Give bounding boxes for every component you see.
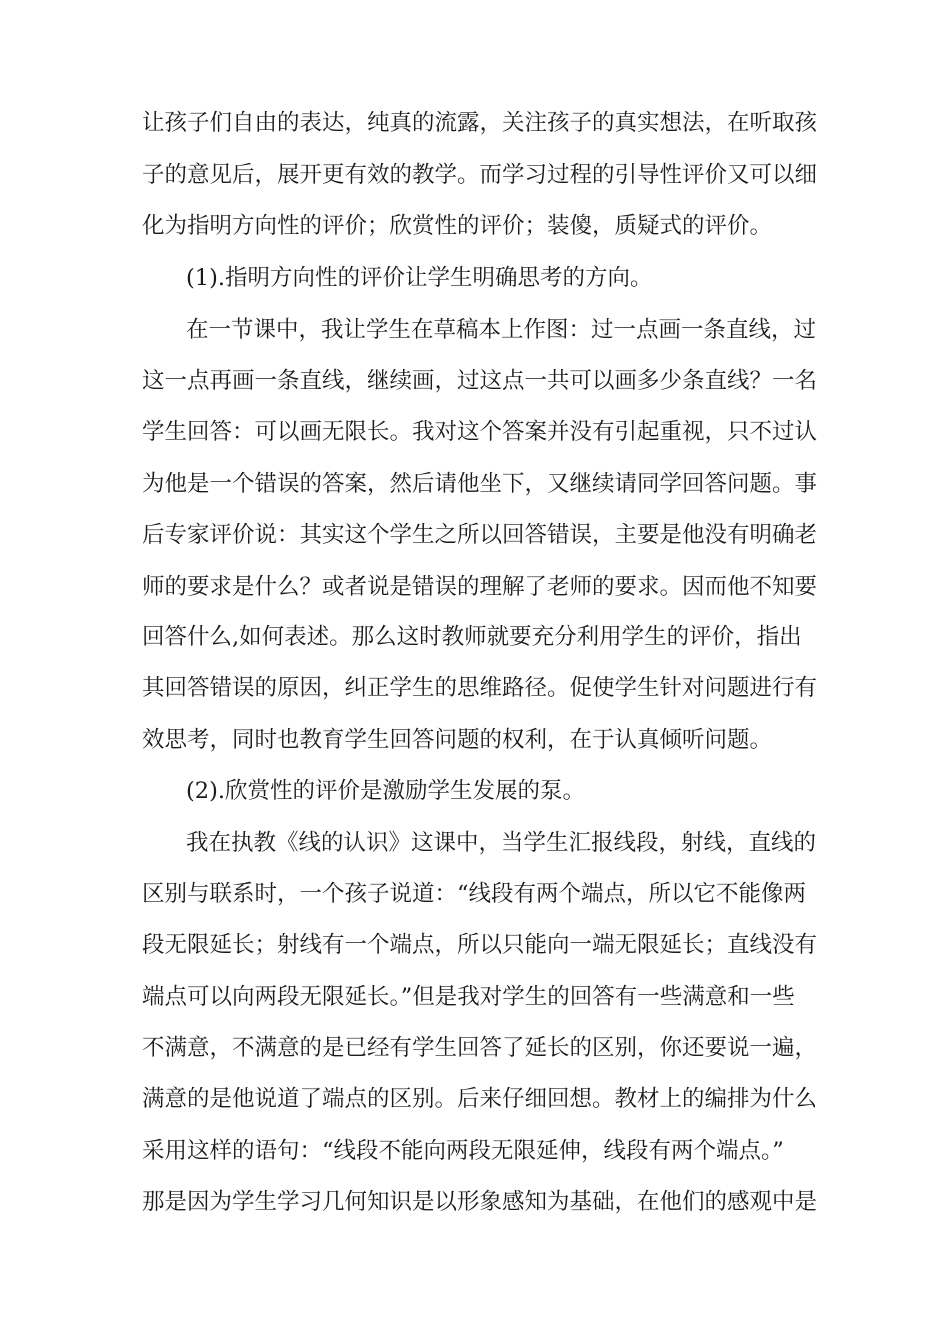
body-text-line: 子的意见后，展开更有效的教学。而学习过程的引导性评价又可以细 bbox=[142, 162, 818, 188]
body-text-line: 回答什么,如何表述。那么这时教师就要充分利用学生的评价，指出 bbox=[142, 624, 802, 650]
body-text-line: 这一点再画一条直线，继续画，过这点一共可以画多少条直线？一名 bbox=[142, 368, 818, 394]
body-text-line: 其回答错误的原因，纠正学生的思维路径。促使学生针对问题进行有 bbox=[142, 675, 818, 701]
body-text-line: 为他是一个错误的答案，然后请他坐下，又继续请同学回答问题。事 bbox=[142, 471, 818, 497]
body-text-line: 满意的是他说道了端点的区别。后来仔细回想。教材上的编排为什么 bbox=[142, 1086, 818, 1112]
section-heading: (2).欣赏性的评价是激励学生发展的泵。 bbox=[186, 778, 586, 804]
body-text-line: 我在执教《线的认识》这课中，当学生汇报线段，射线，直线的 bbox=[186, 830, 817, 856]
body-text-line: 区别与联系时，一个孩子说道：“线段有两个端点，所以它不能像两 bbox=[142, 881, 807, 907]
body-text-line: 端点可以向两段无限延长。”但是我对学生的回答有一些满意和一些 bbox=[142, 984, 795, 1010]
body-text-line: 学生回答：可以画无限长。我对这个答案并没有引起重视，只不过认 bbox=[142, 419, 818, 445]
body-text-line: 让孩子们自由的表达，纯真的流露，关注孩子的真实想法，在听取孩 bbox=[142, 110, 818, 136]
body-text-line: 在一节课中，我让学生在草稿本上作图：过一点画一条直线，过 bbox=[186, 317, 817, 343]
body-text-line: 采用这样的语句：“线段不能向两段无限延伸，线段有两个端点。” bbox=[142, 1138, 784, 1164]
body-text-line: 段无限延长；射线有一个端点，所以只能向一端无限延长；直线没有 bbox=[142, 932, 818, 958]
body-text-line: 不满意，不满意的是已经有学生回答了延长的区别，你还要说一遍， bbox=[142, 1035, 818, 1061]
section-heading: (1).指明方向性的评价让学生明确思考的方向。 bbox=[186, 265, 653, 291]
body-text-line: 效思考，同时也教育学生回答问题的权利，在于认真倾听问题。 bbox=[142, 727, 773, 753]
body-text-line: 那是因为学生学习几何知识是以形象感知为基础，在他们的感观中是 bbox=[142, 1189, 818, 1215]
body-text-line: 师的要求是什么？或者说是错误的理解了老师的要求。因而他不知要 bbox=[142, 574, 818, 600]
body-text-line: 后专家评价说：其实这个学生之所以回答错误，主要是他没有明确老 bbox=[142, 522, 818, 548]
body-text-line: 化为指明方向性的评价；欣赏性的评价；装傻，质疑式的评价。 bbox=[142, 213, 773, 239]
